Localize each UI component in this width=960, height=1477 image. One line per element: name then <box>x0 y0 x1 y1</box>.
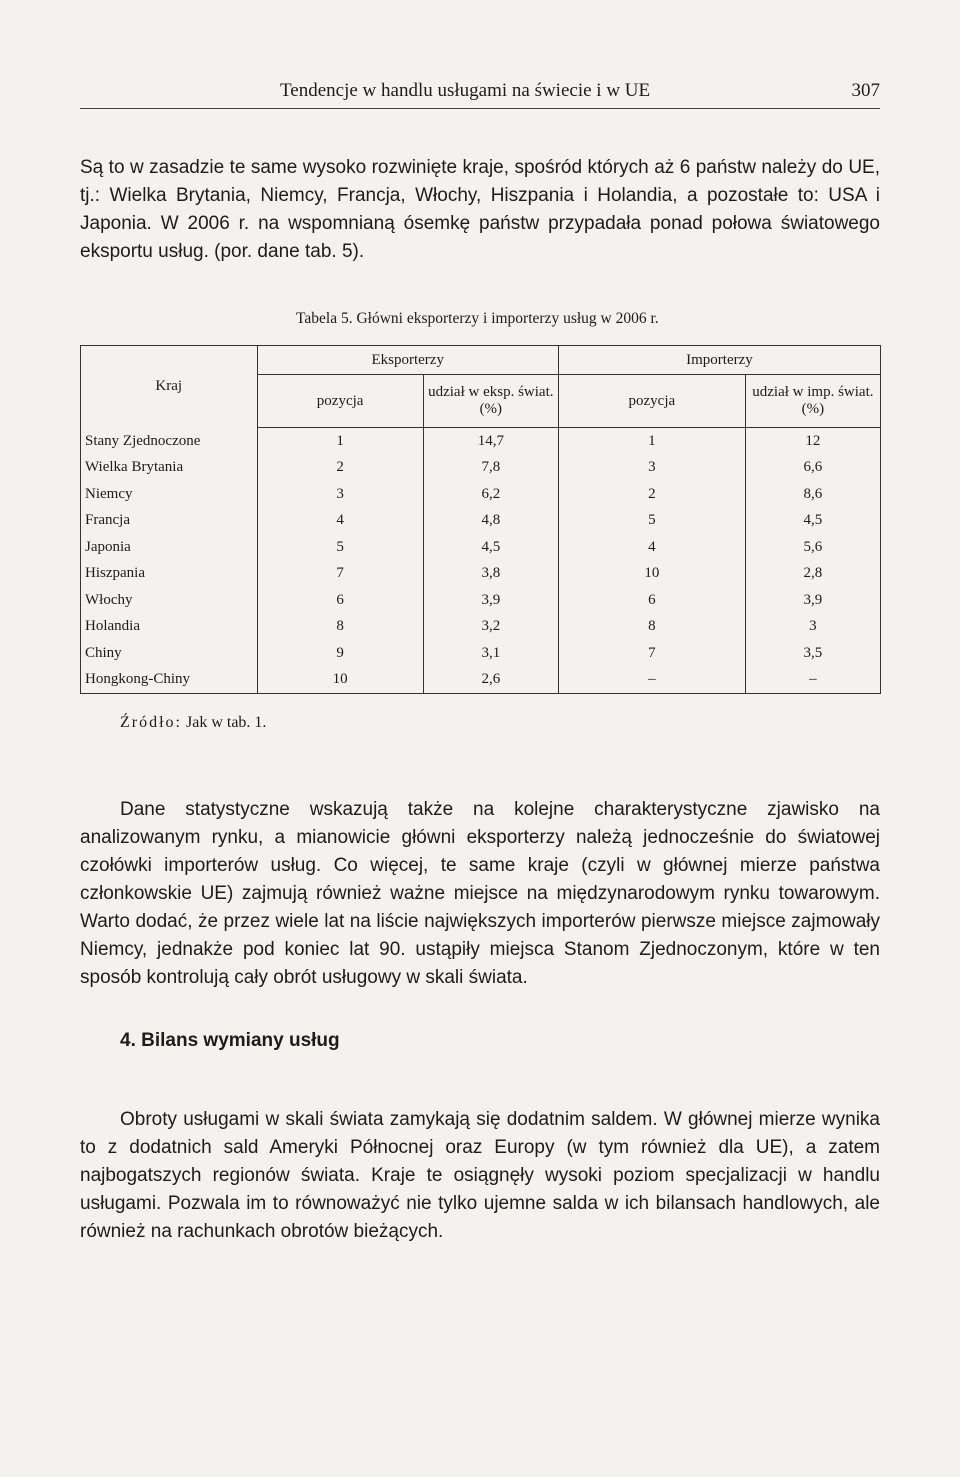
cell-country: Hongkong-Chiny <box>81 667 258 694</box>
cell-exp-position: 8 <box>257 614 423 641</box>
cell-imp-position: 4 <box>558 534 745 561</box>
table-source <box>120 714 266 732</box>
cell-exp-position: 1 <box>257 428 423 455</box>
cell-imp-share: 3,9 <box>745 587 880 614</box>
cell-exp-position: 4 <box>257 508 423 535</box>
cell-imp-share: 3 <box>745 614 880 641</box>
running-header <box>80 80 880 109</box>
table-caption: Tabela 5. Główni eksporterzy i importerzy usług w 2006 r. <box>296 310 659 327</box>
analysis-paragraph: Dane statystyczne wskazują także na kolejne charakterystyczne zjawisko na analizowanym rynku, a mianowicie główni eksporterzy należą jednocześnie do światowej czołówki importerów usług. Co więcej, te same kraje (czyli w głównej mierze państwa członkowskie UE) zajmują również ważne miejsce na międzynarodowym rynku towarowym. Warto dodać, że przez wiele lat na liście największych importerów pierwsze miejsce zajmowały Niemcy, jednakże pod koniec lat 90. ustąpiły miejsca Stanom Zjednoczonym, które w ten sposób kontrolują cały obrót usługowy w skali świata. <box>80 799 880 988</box>
cell-country: Wielka Brytania <box>81 455 258 482</box>
table-row <box>81 561 881 588</box>
cell-exp-share: 3,9 <box>423 587 558 614</box>
cell-exp-share: 14,7 <box>423 428 558 455</box>
table-row <box>81 587 881 614</box>
cell-exp-position: 3 <box>257 481 423 508</box>
header-importers: Importerzy <box>558 346 880 375</box>
table-row <box>81 534 881 561</box>
source-text: Jak w tab. 1. <box>186 714 267 731</box>
cell-imp-position: 5 <box>558 508 745 535</box>
cell-imp-share: 6,6 <box>745 455 880 482</box>
intro-paragraph: Są to w zasadzie te same wysoko rozwinięte kraje, spośród których aż 6 państw należy do UE, tj.: Wielka Brytania, Niemcy, Francja, Włochy, Hiszpania i Holandia, a pozostałe to: USA i Japonia. W 2006 r. na wspomnianą ósemkę państw przypadała ponad połowa światowego eksportu usług. (por. dane tab. 5). <box>80 157 880 262</box>
cell-exp-position: 9 <box>257 640 423 667</box>
cell-imp-position: 6 <box>558 587 745 614</box>
cell-country: Francja <box>81 508 258 535</box>
cell-exp-share: 6,2 <box>423 481 558 508</box>
table-row <box>81 455 881 482</box>
cell-country: Stany Zjednoczone <box>81 428 258 455</box>
balance-paragraph: Obroty usługami w skali świata zamykają się dodatnim saldem. W głównej mierze wynika to z dodatnich sald Ameryki Północnej oraz Europy (w tym również dla UE), a zatem najbogatszych regionów świata. Kraje te osiągnęły wysoki poziom specjalizacji w handlu usługami. Pozwala im to równoważyć nie tylko ujemne salda w ich bilansach handlowych, ale również na rachunkach obrotów bieżących. <box>80 1109 880 1242</box>
header-exp-position: pozycja <box>257 375 423 428</box>
header-exp-share: udział w eksp. świat.(%) <box>423 375 558 428</box>
cell-exp-share: 7,8 <box>423 455 558 482</box>
cell-exp-position: 5 <box>257 534 423 561</box>
cell-imp-position: 8 <box>558 614 745 641</box>
cell-imp-position: 1 <box>558 428 745 455</box>
cell-imp-share: 5,6 <box>745 534 880 561</box>
cell-country: Chiny <box>81 640 258 667</box>
cell-exp-share: 3,1 <box>423 640 558 667</box>
cell-imp-share: 12 <box>745 428 880 455</box>
running-title: Tendencje w handlu usługami na świecie i w UE <box>280 80 651 101</box>
cell-country: Japonia <box>81 534 258 561</box>
cell-imp-position: 10 <box>558 561 745 588</box>
header-imp-position: pozycja <box>558 375 745 428</box>
cell-country: Włochy <box>81 587 258 614</box>
cell-exp-position: 6 <box>257 587 423 614</box>
cell-country: Hiszpania <box>81 561 258 588</box>
header-exporters: Eksporterzy <box>257 346 558 375</box>
cell-imp-position: 7 <box>558 640 745 667</box>
section-heading: 4. Bilans wymiany usług <box>120 1030 340 1051</box>
cell-exp-share: 3,8 <box>423 561 558 588</box>
header-imp-share: udział w imp. świat.(%) <box>745 375 880 428</box>
table-row <box>81 508 881 535</box>
table-row <box>81 667 881 694</box>
cell-exp-share: 4,5 <box>423 534 558 561</box>
cell-exp-share: 2,6 <box>423 667 558 694</box>
table-row <box>81 428 881 455</box>
cell-exp-share: 4,8 <box>423 508 558 535</box>
cell-imp-share: – <box>745 667 880 694</box>
cell-imp-share: 8,6 <box>745 481 880 508</box>
exporters-importers-table <box>80 345 881 694</box>
page-number: 307 <box>851 80 880 101</box>
cell-country: Holandia <box>81 614 258 641</box>
cell-exp-position: 10 <box>257 667 423 694</box>
cell-imp-position: 3 <box>558 455 745 482</box>
cell-imp-share: 2,8 <box>745 561 880 588</box>
cell-exp-position: 2 <box>257 455 423 482</box>
table-row <box>81 640 881 667</box>
cell-imp-share: 3,5 <box>745 640 880 667</box>
table-row <box>81 481 881 508</box>
header-country: Kraj <box>81 346 258 428</box>
cell-imp-position: 2 <box>558 481 745 508</box>
cell-imp-position: – <box>558 667 745 694</box>
cell-country: Niemcy <box>81 481 258 508</box>
cell-exp-position: 7 <box>257 561 423 588</box>
cell-imp-share: 4,5 <box>745 508 880 535</box>
source-label: Źródło: <box>120 714 182 731</box>
table-row <box>81 614 881 641</box>
cell-exp-share: 3,2 <box>423 614 558 641</box>
